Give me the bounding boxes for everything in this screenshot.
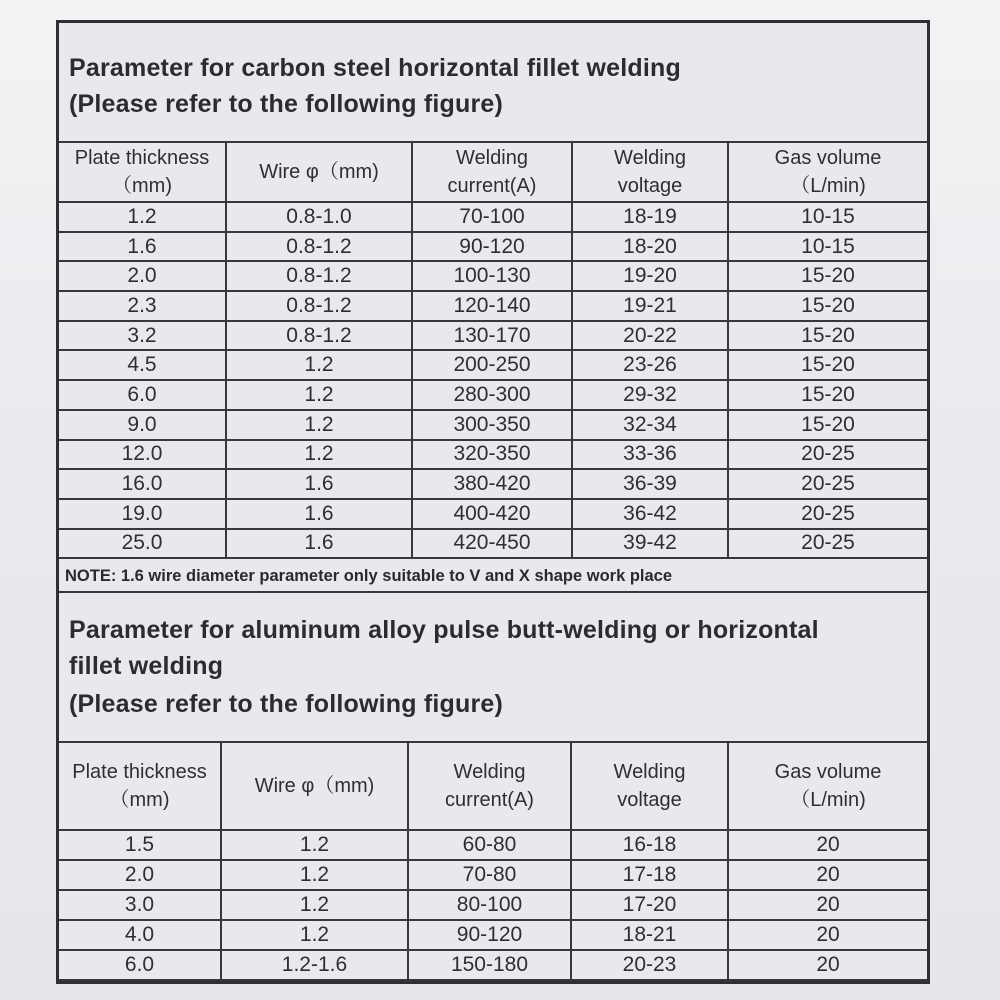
table-row: [59, 440, 927, 470]
table-row: [59, 890, 927, 920]
aluminum-alloy-table-body: [59, 830, 927, 980]
table-row: [59, 291, 927, 321]
cell-wire-diameter: 1.2-1.6: [221, 950, 408, 980]
cell-welding-voltage: 39-42: [572, 529, 728, 559]
cell-plate-thickness: 2.0: [59, 860, 221, 890]
cell-welding-current: 200-250: [412, 350, 572, 380]
cell-plate-thickness: 1.2: [59, 202, 226, 232]
cell-plate-thickness: 4.5: [59, 350, 226, 380]
section-divider: [59, 591, 927, 593]
cell-welding-voltage: 20-22: [572, 321, 728, 351]
cell-welding-current: 70-80: [408, 860, 571, 890]
table-row: [59, 499, 927, 529]
table-row: [59, 410, 927, 440]
cell-wire-diameter: 0.8-1.0: [226, 202, 412, 232]
cell-welding-voltage: 18-20: [572, 232, 728, 262]
cell-welding-voltage: 19-20: [572, 261, 728, 291]
cell-welding-current: 60-80: [408, 830, 571, 860]
cell-gas-volume: 20: [728, 950, 927, 980]
cell-welding-current: 400-420: [412, 499, 572, 529]
cell-wire-diameter: 1.2: [226, 350, 412, 380]
cell-welding-current: 280-300: [412, 380, 572, 410]
section2-title: Parameter for aluminum alloy pulse butt-welding or horizontal: [69, 616, 819, 644]
cell-wire-diameter: 1.2: [221, 830, 408, 860]
header-welding-voltage: Welding voltage: [572, 142, 728, 202]
cell-welding-voltage: 18-19: [572, 202, 728, 232]
cell-welding-current: 150-180: [408, 950, 571, 980]
table-row: [59, 529, 927, 559]
cell-wire-diameter: 0.8-1.2: [226, 291, 412, 321]
cell-wire-diameter: 1.2: [226, 440, 412, 470]
cell-plate-thickness: 6.0: [59, 380, 226, 410]
header-welding-current: Welding current(A): [412, 142, 572, 202]
table-row: [59, 261, 927, 291]
cell-welding-voltage: 18-21: [571, 920, 728, 950]
cell-gas-volume: 15-20: [728, 321, 927, 351]
cell-wire-diameter: 0.8-1.2: [226, 232, 412, 262]
header-wire-diameter: Wire φ（mm): [226, 142, 412, 202]
cell-gas-volume: 20-25: [728, 529, 927, 559]
cell-plate-thickness: 19.0: [59, 499, 226, 529]
cell-plate-thickness: 6.0: [59, 950, 221, 980]
cell-plate-thickness: 9.0: [59, 410, 226, 440]
cell-welding-current: 70-100: [412, 202, 572, 232]
table-note: NOTE: 1.6 wire diameter parameter only suitable to V and X shape work place: [65, 567, 673, 585]
header-welding-current: Welding current(A): [408, 742, 571, 830]
cell-gas-volume: 15-20: [728, 291, 927, 321]
cell-wire-diameter: 1.6: [226, 529, 412, 559]
cell-welding-current: 120-140: [412, 291, 572, 321]
cell-gas-volume: 15-20: [728, 350, 927, 380]
table-row: [59, 350, 927, 380]
cell-plate-thickness: 16.0: [59, 469, 226, 499]
cell-wire-diameter: 1.2: [221, 920, 408, 950]
cell-plate-thickness: 4.0: [59, 920, 221, 950]
cell-welding-current: 80-100: [408, 890, 571, 920]
cell-plate-thickness: 2.0: [59, 261, 226, 291]
section2-subtitle: (Please refer to the following figure): [69, 690, 504, 718]
cell-wire-diameter: 1.2: [221, 860, 408, 890]
cell-welding-current: 90-120: [408, 920, 571, 950]
cell-welding-voltage: 33-36: [572, 440, 728, 470]
cell-welding-current: 300-350: [412, 410, 572, 440]
cell-wire-diameter: 0.8-1.2: [226, 321, 412, 351]
cell-welding-voltage: 17-20: [571, 890, 728, 920]
section2-title-cont: fillet welding: [69, 652, 224, 680]
header-gas-volume: Gas volume （L/min): [728, 742, 927, 830]
cell-gas-volume: 20-25: [728, 440, 927, 470]
table-row: [59, 202, 927, 232]
cell-welding-current: 380-420: [412, 469, 572, 499]
cell-gas-volume: 20: [728, 860, 927, 890]
cell-welding-voltage: 20-23: [571, 950, 728, 980]
cell-gas-volume: 15-20: [728, 380, 927, 410]
cell-plate-thickness: 25.0: [59, 529, 226, 559]
table-row: [59, 950, 927, 980]
table-header-row: [59, 142, 927, 202]
cell-welding-voltage: 23-26: [572, 350, 728, 380]
cell-gas-volume: 20-25: [728, 469, 927, 499]
cell-wire-diameter: 1.2: [226, 380, 412, 410]
carbon-steel-table: [59, 141, 927, 559]
cell-welding-voltage: 36-39: [572, 469, 728, 499]
cell-gas-volume: 15-20: [728, 410, 927, 440]
header-plate-thickness: Plate thickness （mm): [59, 142, 226, 202]
cell-plate-thickness: 12.0: [59, 440, 226, 470]
cell-gas-volume: 10-15: [728, 232, 927, 262]
cell-wire-diameter: 1.6: [226, 499, 412, 529]
cell-gas-volume: 15-20: [728, 261, 927, 291]
table-row: [59, 232, 927, 262]
cell-welding-current: 320-350: [412, 440, 572, 470]
table-row: [59, 920, 927, 950]
cell-wire-diameter: 1.2: [226, 410, 412, 440]
cell-wire-diameter: 1.6: [226, 469, 412, 499]
table-header-row: [59, 742, 927, 830]
header-welding-voltage: Welding voltage: [571, 742, 728, 830]
cell-welding-current: 100-130: [412, 261, 572, 291]
table-row: [59, 830, 927, 860]
cell-gas-volume: 10-15: [728, 202, 927, 232]
cell-welding-voltage: 29-32: [572, 380, 728, 410]
cell-plate-thickness: 3.0: [59, 890, 221, 920]
cell-welding-current: 90-120: [412, 232, 572, 262]
cell-plate-thickness: 3.2: [59, 321, 226, 351]
cell-welding-current: 130-170: [412, 321, 572, 351]
cell-gas-volume: 20-25: [728, 499, 927, 529]
cell-welding-voltage: 19-21: [572, 291, 728, 321]
cell-welding-voltage: 36-42: [572, 499, 728, 529]
parameter-label-frame: [56, 20, 930, 984]
cell-plate-thickness: 2.3: [59, 291, 226, 321]
cell-welding-voltage: 17-18: [571, 860, 728, 890]
aluminum-alloy-table: [59, 741, 927, 981]
carbon-steel-table-body: [59, 202, 927, 558]
cell-gas-volume: 20: [728, 830, 927, 860]
cell-wire-diameter: 1.2: [221, 890, 408, 920]
cell-gas-volume: 20: [728, 920, 927, 950]
cell-welding-voltage: 32-34: [572, 410, 728, 440]
table-row: [59, 380, 927, 410]
header-gas-volume: Gas volume （L/min): [728, 142, 927, 202]
cell-wire-diameter: 0.8-1.2: [226, 261, 412, 291]
header-plate-thickness: Plate thickness （mm): [59, 742, 221, 830]
section1-subtitle: (Please refer to the following figure): [69, 90, 504, 118]
cell-welding-voltage: 16-18: [571, 830, 728, 860]
table-row: [59, 860, 927, 890]
cell-welding-current: 420-450: [412, 529, 572, 559]
table-row: [59, 321, 927, 351]
section1-title: Parameter for carbon steel horizontal fillet welding: [69, 54, 681, 82]
cell-gas-volume: 20: [728, 890, 927, 920]
cell-plate-thickness: 1.6: [59, 232, 226, 262]
table-row: [59, 469, 927, 499]
cell-plate-thickness: 1.5: [59, 830, 221, 860]
header-wire-diameter: Wire φ（mm): [221, 742, 408, 830]
